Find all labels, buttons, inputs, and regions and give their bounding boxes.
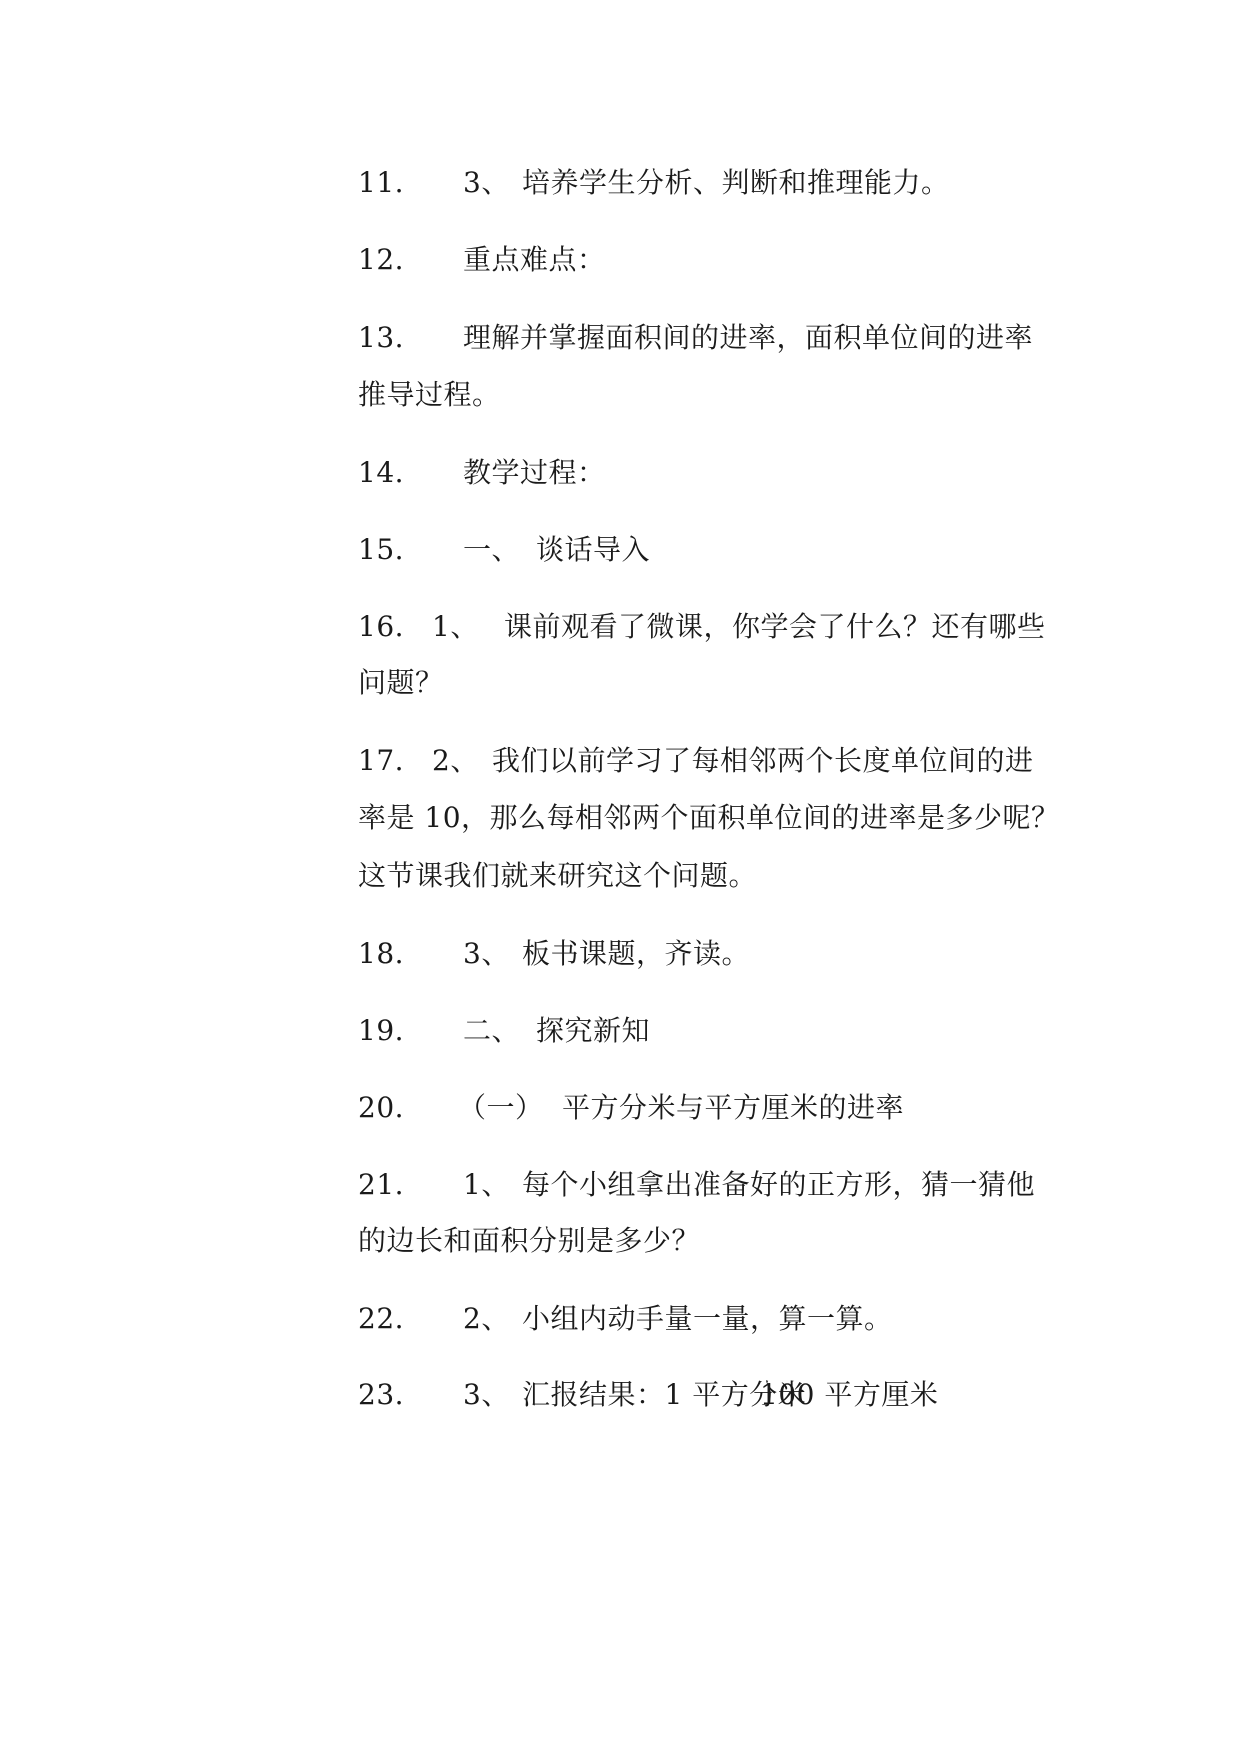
item-text-value: 100 平方厘米 [760, 1378, 939, 1411]
item-continuation: 的边长和面积分别是多少？ [358, 1224, 701, 1257]
list-item [358, 607, 1046, 647]
item-number: 14. [358, 456, 405, 489]
item-marker: 2、 [463, 1302, 510, 1335]
list-item [358, 318, 1034, 358]
item-marker: 3、 [463, 937, 510, 970]
list-item [358, 163, 950, 203]
item-continuation: 问题？ [358, 666, 444, 699]
item-continuation: 这节课我们就来研究这个问题。 [358, 859, 758, 892]
item-text: 培养学生分析、判断和推理能力。 [522, 166, 950, 199]
item-number: 22. [358, 1302, 405, 1335]
item-text: 每个小组拿出准备好的正方形，猜一猜他 [522, 1168, 1036, 1201]
item-continuation: 率是 10，那么每相邻两个面积单位间的进率是多少呢？ [358, 801, 1060, 834]
item-marker: 2、 [432, 744, 479, 777]
item-number: 17. [358, 744, 405, 777]
list-item [358, 530, 651, 570]
item-marker: 1、 [463, 1168, 510, 1201]
list-item [358, 453, 606, 493]
list-item [358, 240, 606, 280]
item-continuation: 推导过程。 [358, 378, 501, 411]
item-number: 15. [358, 533, 405, 566]
list-item [358, 934, 751, 974]
item-text: 教学过程： [463, 456, 606, 489]
item-number: 23. [358, 1378, 405, 1411]
list-item [358, 1011, 651, 1051]
item-text: 板书课题，齐读。 [522, 937, 751, 970]
item-marker: 3、 [463, 166, 510, 199]
item-text: 谈话导入 [536, 533, 651, 566]
item-marker: 1、 [432, 610, 479, 643]
item-text: 探究新知 [536, 1014, 651, 1047]
item-number: 20. [358, 1091, 405, 1124]
item-text: 汇报结果：1 平方分米 [522, 1378, 807, 1411]
item-marker: （一） [458, 1091, 544, 1124]
item-text: 重点难点： [463, 243, 606, 276]
item-text: 理解并掌握面积间的进率，面积单位间的进率 [463, 321, 1034, 354]
list-item [358, 1299, 893, 1339]
list-item [358, 741, 1034, 781]
item-number: 12. [358, 243, 405, 276]
item-marker: 一、 [463, 533, 521, 566]
item-number: 21. [358, 1168, 405, 1201]
item-number: 13. [358, 321, 405, 354]
list-item [358, 1375, 939, 1415]
item-number: 11. [358, 166, 405, 199]
item-marker: 3、 [463, 1378, 510, 1411]
item-number: 16. [358, 610, 405, 643]
item-text: 课前观看了微课，你学会了什么？还有哪些 [504, 610, 1046, 643]
item-number: 19. [358, 1014, 405, 1047]
item-text: 小组内动手量一量，算一算。 [522, 1302, 893, 1335]
item-text: 平方分米与平方厘米的进率 [562, 1091, 905, 1124]
item-marker: 二、 [463, 1014, 521, 1047]
item-number: 18. [358, 937, 405, 970]
list-item [358, 1088, 905, 1128]
item-text: 我们以前学习了每相邻两个长度单位间的进 [492, 744, 1034, 777]
list-item [358, 1165, 1036, 1205]
